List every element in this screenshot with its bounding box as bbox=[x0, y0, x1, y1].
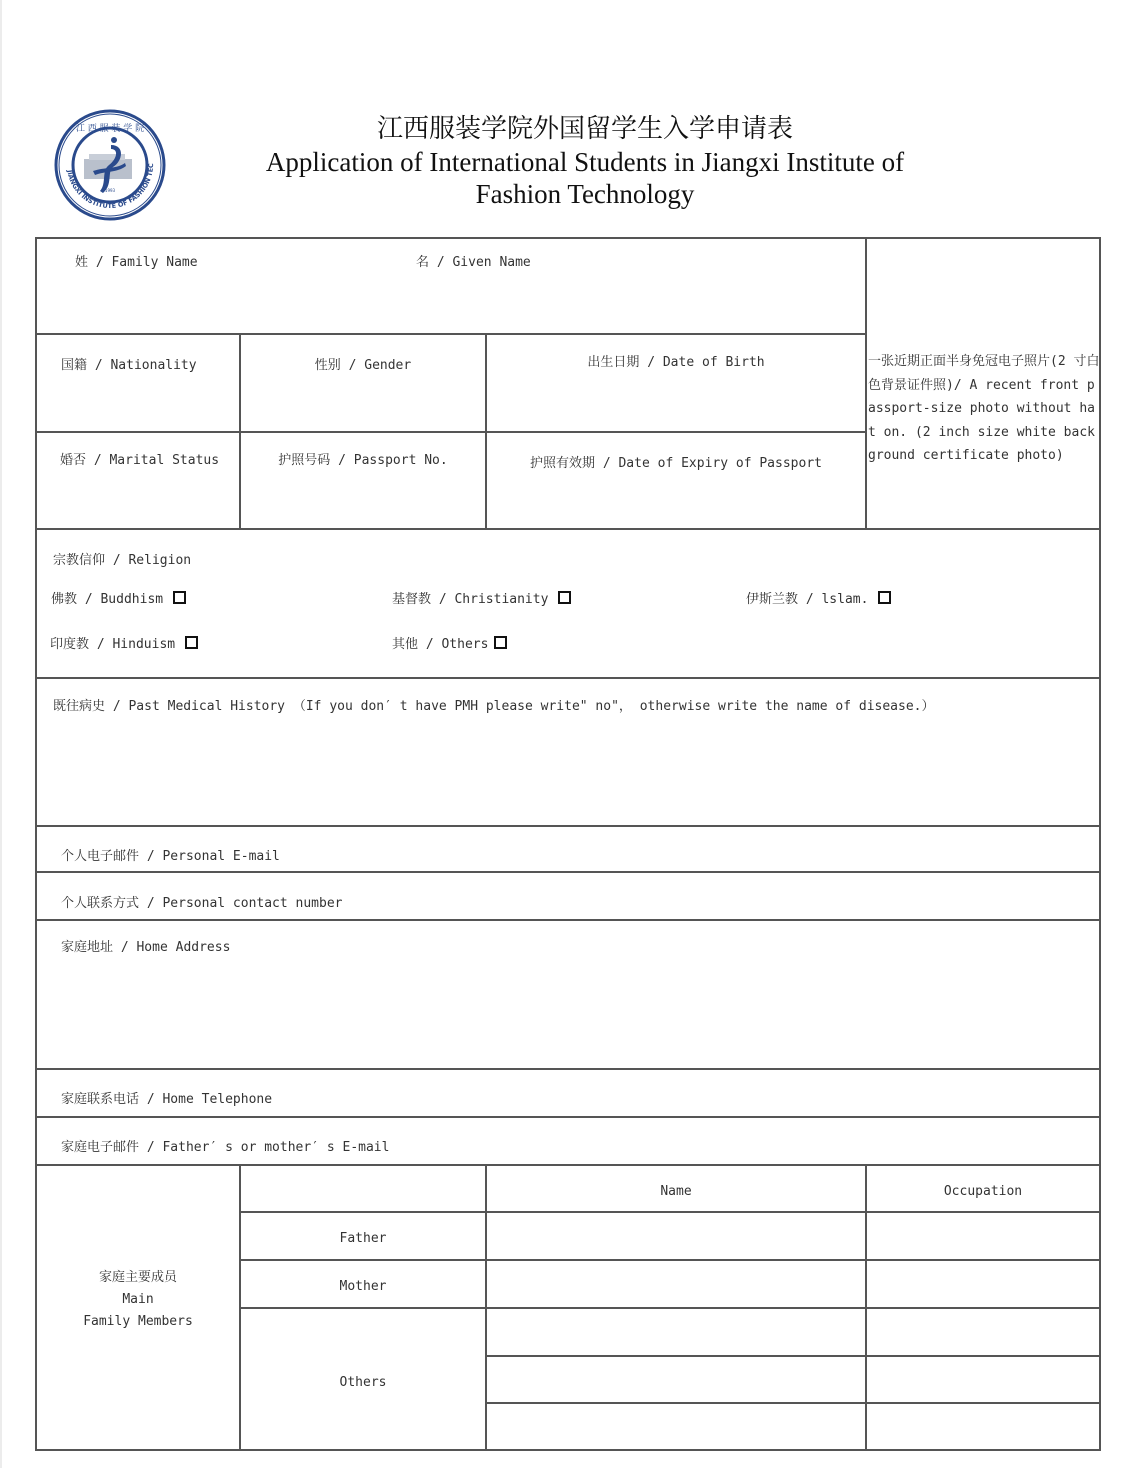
page-title-en-line2: Fashion Technology bbox=[475, 179, 695, 209]
family-members-label bbox=[37, 1267, 239, 1333]
column-header-name: Name bbox=[660, 1184, 692, 1199]
gender-field[interactable]: 性别 / Gender bbox=[314, 358, 412, 373]
other-occupation-cell[interactable] bbox=[867, 1357, 1099, 1402]
family-members-label-cn: 家庭主要成员 bbox=[98, 1270, 177, 1285]
svg-text:江 西 服 装 学 院: 江 西 服 装 学 院 bbox=[75, 124, 145, 134]
checkbox[interactable] bbox=[494, 636, 507, 649]
row-label-father: Father bbox=[339, 1231, 387, 1246]
religion-option-hinduism[interactable] bbox=[50, 633, 198, 652]
religion-option-islam[interactable] bbox=[746, 588, 891, 607]
personal-contact-field[interactable]: 个人联系方式 / Personal contact number bbox=[61, 896, 343, 911]
row-divider bbox=[35, 1068, 1101, 1070]
checkbox[interactable] bbox=[185, 636, 198, 649]
religion-option-label: 其他 / Others bbox=[392, 637, 489, 652]
school-seal-icon bbox=[53, 109, 167, 221]
mother-name-cell[interactable] bbox=[487, 1261, 865, 1307]
religion-option-label: 基督教 / Christianity bbox=[392, 592, 549, 607]
table-border-top bbox=[35, 237, 1101, 239]
other-name-cell[interactable] bbox=[487, 1309, 865, 1355]
passport-no-field[interactable]: 护照号码 / Passport No. bbox=[278, 453, 448, 468]
page-left-edge bbox=[0, 0, 2, 1468]
other-occupation-cell[interactable] bbox=[867, 1404, 1099, 1449]
nationality-field[interactable]: 国籍 / Nationality bbox=[61, 358, 197, 373]
passport-expiry-field[interactable]: 护照有效期 / Date of Expiry of Passport bbox=[530, 456, 822, 471]
home-telephone-field[interactable]: 家庭联系电话 / Home Telephone bbox=[61, 1092, 273, 1107]
row-divider bbox=[35, 871, 1101, 873]
svg-text:1993: 1993 bbox=[104, 188, 116, 193]
row-divider bbox=[35, 677, 1101, 679]
row-divider bbox=[35, 1164, 1101, 1166]
other-name-cell[interactable] bbox=[487, 1357, 865, 1402]
column-header-occupation: Occupation bbox=[943, 1184, 1023, 1199]
mother-occupation-cell[interactable] bbox=[867, 1261, 1099, 1307]
marital-status-field[interactable]: 婚否 / Marital Status bbox=[60, 453, 220, 468]
parent-email-field[interactable]: 家庭电子邮件 / Father′ s or mother′ s E-mail bbox=[61, 1140, 390, 1155]
religion-option-christianity[interactable] bbox=[392, 588, 571, 607]
given-name-field[interactable]: 名 / Given Name bbox=[416, 255, 531, 270]
family-members-label-en2: Family Members bbox=[83, 1314, 193, 1329]
row-divider bbox=[35, 528, 1101, 530]
personal-email-field[interactable]: 个人电子邮件 / Personal E-mail bbox=[61, 849, 280, 864]
religion-option-buddhism[interactable] bbox=[51, 588, 186, 607]
religion-label: 宗教信仰 / Religion bbox=[53, 553, 192, 568]
checkbox[interactable] bbox=[173, 591, 186, 604]
page-title-en-line1: Application of International Students in Jiangxi Institute of bbox=[265, 147, 905, 177]
row-divider bbox=[35, 333, 867, 335]
other-name-cell[interactable] bbox=[487, 1404, 865, 1449]
father-occupation-cell[interactable] bbox=[867, 1213, 1099, 1259]
home-address-field[interactable]: 家庭地址 / Home Address bbox=[61, 940, 231, 955]
row-label-others: Others bbox=[339, 1375, 387, 1390]
father-name-cell[interactable] bbox=[487, 1213, 865, 1259]
religion-option-label: 伊斯兰教 / lslam. bbox=[746, 592, 869, 607]
table-border-bottom bbox=[35, 1449, 1101, 1451]
photo-upload-area[interactable]: 一张近期正面半身免冠电子照片(2 寸白色背景证件照)/ A recent front passport-size photo without hat on. (2 inch size white background certificate photo) bbox=[868, 354, 1100, 463]
date-of-birth-field[interactable]: 出生日期 / Date of Birth bbox=[587, 355, 765, 370]
religion-option-label: 佛教 / Buddhism bbox=[51, 592, 164, 607]
row-divider bbox=[35, 825, 1101, 827]
row-divider bbox=[35, 431, 867, 433]
religion-option-others[interactable] bbox=[392, 633, 507, 652]
row-label-mother: Mother bbox=[339, 1279, 387, 1294]
other-occupation-cell[interactable] bbox=[867, 1309, 1099, 1355]
medical-history-field[interactable]: 既往病史 / Past Medical History （If you don′ t have PMH please write" no"， otherwise write the name of disease.） bbox=[53, 699, 935, 714]
family-name-field[interactable]: 姓 / Family Name bbox=[75, 255, 198, 270]
page-title-en bbox=[250, 146, 920, 210]
row-divider bbox=[35, 1116, 1101, 1118]
checkbox[interactable] bbox=[878, 591, 891, 604]
row-divider bbox=[35, 919, 1101, 921]
checkbox[interactable] bbox=[558, 591, 571, 604]
religion-option-label: 印度教 / Hinduism bbox=[50, 637, 176, 652]
family-members-label-en1: Main bbox=[122, 1292, 154, 1307]
photo-divider bbox=[865, 237, 867, 530]
svg-text:JIANGXI INSTITUTE OF FASHION T: JIANGXI INSTITUTE OF FASHION TEC bbox=[65, 163, 156, 210]
page-title-cn: 江西服装学院外国留学生入学申请表 bbox=[376, 114, 793, 143]
